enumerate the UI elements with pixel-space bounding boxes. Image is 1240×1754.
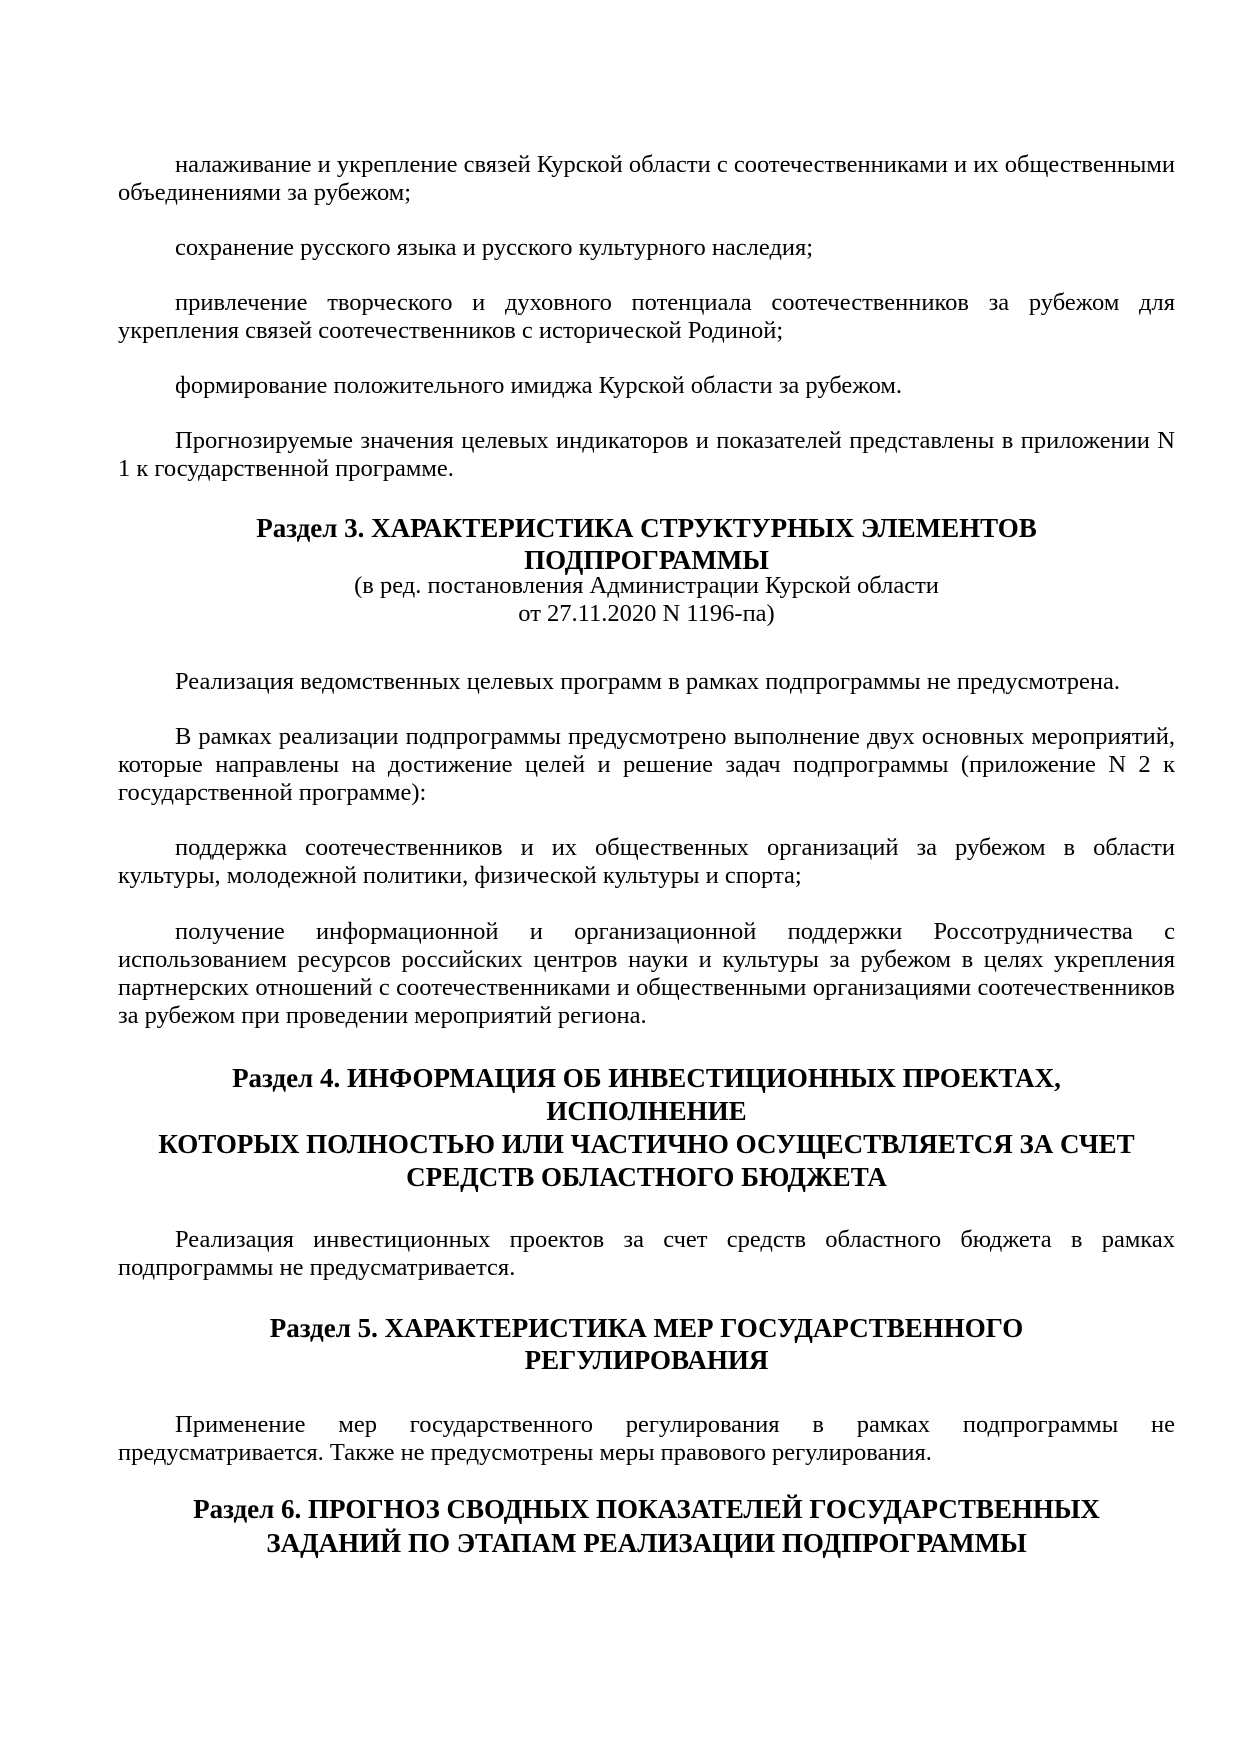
paragraph: поддержка соотечественников и их общественных организаций за рубежом в области культуры, молодежной политики, физической культуры и спорта; <box>118 834 1175 889</box>
paragraph: Реализация ведомственных целевых программ в рамках подпрограммы не предусмотрена. <box>175 668 1121 695</box>
heading-line: СРЕДСТВ ОБЛАСТНОГО БЮДЖЕТА <box>406 1162 887 1192</box>
heading-line: Раздел 3. ХАРАКТЕРИСТИКА СТРУКТУРНЫХ ЭЛЕМЕНТОВ <box>256 513 1037 543</box>
note-line: (в ред. постановления Администрации Курской области <box>354 572 939 599</box>
note-line: от 27.11.2020 N 1196-па) <box>518 600 775 627</box>
paragraph: привлечение творческого и духовного потенциала соотечественников за рубежом для укрепления связей соотечественников с исторической Родиной; <box>118 289 1175 344</box>
heading-line: Раздел 4. ИНФОРМАЦИЯ ОБ ИНВЕСТИЦИОННЫХ ПРОЕКТАХ, <box>232 1063 1061 1093</box>
section-6-heading <box>118 1492 1175 1560</box>
heading-line: Раздел 6. ПРОГНОЗ СВОДНЫХ ПОКАЗАТЕЛЕЙ ГОСУДАРСТВЕННЫХ <box>193 1494 1100 1524</box>
paragraph: получение информационной и организационной поддержки Россотрудничества с использованием ресурсов российских центров науки и культуры за рубежом в целях укрепления партнерских отношений с соотечественниками и общественными организациями соотечественников за рубежом при проведении мероприятий региона. <box>118 918 1175 1029</box>
paragraph: В рамках реализации подпрограммы предусмотрено выполнение двух основных мероприятий, которые направлены на достижение целей и решение задач подпрограммы (приложение N 2 к государственной программе): <box>118 723 1175 806</box>
paragraph: формирование положительного имиджа Курской области за рубежом. <box>175 372 902 399</box>
heading-line: ПОДПРОГРАММЫ <box>524 545 769 575</box>
heading-line: ЗАДАНИЙ ПО ЭТАПАМ РЕАЛИЗАЦИИ ПОДПРОГРАММЫ <box>266 1528 1027 1558</box>
section-3-heading <box>118 512 1175 576</box>
paragraph: Применение мер государственного регулирования в рамках подпрограммы не предусматривается. Также не предусмотрены меры правового регулирования. <box>118 1411 1175 1466</box>
paragraph: Прогнозируемые значения целевых индикаторов и показателей представлены в приложении N 1 к государственной программе. <box>118 427 1175 482</box>
heading-line: Раздел 5. ХАРАКТЕРИСТИКА МЕР ГОСУДАРСТВЕННОГО <box>269 1313 1024 1343</box>
heading-line: КОТОРЫХ ПОЛНОСТЬЮ ИЛИ ЧАСТИЧНО ОСУЩЕСТВЛЯЕТСЯ ЗА СЧЕТ <box>158 1129 1135 1159</box>
section-5-heading <box>118 1312 1175 1376</box>
heading-line: ИСПОЛНЕНИЕ <box>546 1096 747 1126</box>
paragraph: сохранение русского языка и русского культурного наследия; <box>175 234 814 261</box>
paragraph: Реализация инвестиционных проектов за счет средств областного бюджета в рамках подпрограммы не предусматривается. <box>118 1226 1175 1281</box>
section-4-heading <box>118 1062 1175 1194</box>
amendment-note <box>118 572 1175 628</box>
heading-line: РЕГУЛИРОВАНИЯ <box>524 1345 769 1375</box>
paragraph: налаживание и укрепление связей Курской области с соотечественниками и их общественными объединениями за рубежом; <box>118 151 1176 206</box>
